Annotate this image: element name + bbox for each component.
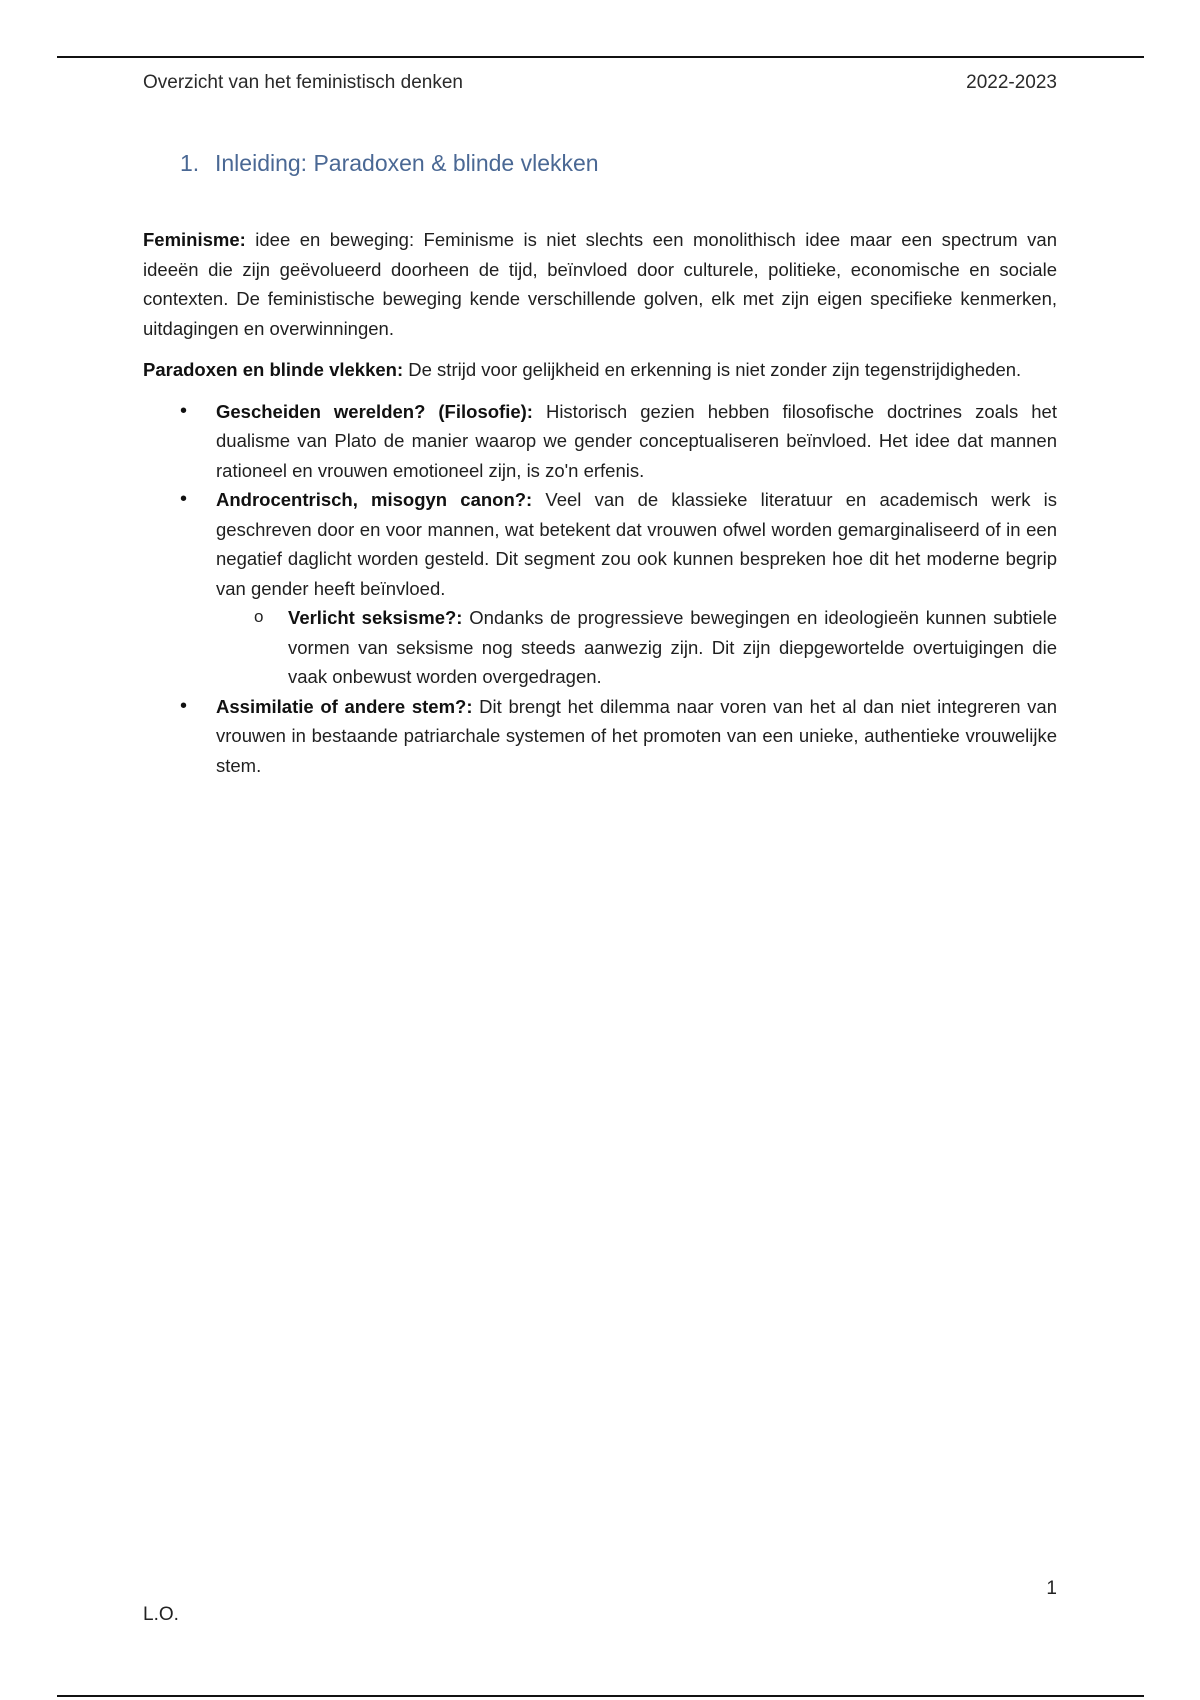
paragraph-paradoxen bbox=[143, 355, 1057, 385]
document-body bbox=[143, 225, 1057, 780]
bullet-list bbox=[143, 397, 1057, 781]
paragraph-feminisme bbox=[143, 225, 1057, 343]
paragraph-label: Feminisme: bbox=[143, 229, 246, 250]
bullet-item-androcentrisch bbox=[216, 485, 1057, 692]
section-number: 1. bbox=[180, 150, 200, 176]
footer-author: L.O. bbox=[143, 1604, 179, 1625]
paragraph-text: De strijd voor gelijkheid en erkenning is niet zonder zijn tegenstrijdigheden. bbox=[403, 359, 1022, 380]
bullet-text: Historisch gezien hebben filosofische doctrines zoals het dualisme van Plato de manier waarop we gender conceptualiseren beïnvloed. Het idee dat mannen rationeel en vrouwen emotioneel zijn, is zo'n erfenis. bbox=[216, 400, 1057, 481]
bullet-label: Assimilatie of andere stem?: bbox=[216, 695, 473, 717]
bullet-text: Dit brengt het dilemma naar voren van het al dan niet integreren van vrouwen in bestaande patriarchale systemen of het promoten van een unieke, authentieke vrouwelijke stem. bbox=[216, 695, 1057, 776]
sub-bullet-list bbox=[216, 603, 1057, 692]
bullet-item-gescheiden-werelden bbox=[216, 397, 1057, 486]
paragraph-text: idee en beweging: Feminisme is niet slechts een monolithisch idee maar een spectrum van ideeën die zijn geëvolueerd doorheen de tijd, beïnvloed door culturele, politieke, economische en sociale contexten. De feministische beweging kende verschillende golven, elk met zijn eigen specifieke kenmerken, uitdagingen en overwinningen. bbox=[143, 229, 1057, 339]
bullet-text: Veel van de klassieke literatuur en academisch werk is geschreven door en voor mannen, wat betekent dat vrouwen ofwel worden gemarginaliseerd of in een negatief daglicht worden gesteld. Dit segment zou ook kunnen bespreken hoe dit het moderne begrip van gender heeft beïnvloed. bbox=[216, 489, 1057, 599]
bullet-item-assimilatie bbox=[216, 692, 1057, 781]
sub-bullet-label: Verlicht seksisme?: bbox=[288, 607, 463, 628]
section-title: Inleiding: Paradoxen & blinde vlekken bbox=[215, 150, 599, 176]
bullet-label: Gescheiden werelden? (Filosofie): bbox=[216, 400, 533, 422]
header-document-title: Overzicht van het feministisch denken bbox=[143, 72, 463, 93]
footer-rule bbox=[57, 1695, 1144, 1697]
sub-bullet-text: Ondanks de progressieve bewegingen en ideologieën kunnen subtiele vormen van seksisme nog steeds aanwezig zijn. Dit zijn diepgewortelde overtuigingen die vaak onbewust worden overgedragen. bbox=[288, 607, 1057, 687]
header-year: 2022-2023 bbox=[966, 72, 1057, 93]
paragraph-label: Paradoxen en blinde vlekken: bbox=[143, 359, 404, 380]
page-number: 1 bbox=[1046, 1578, 1057, 1599]
bullet-label: Androcentrisch, misogyn canon?: bbox=[216, 489, 533, 510]
section-heading bbox=[180, 150, 599, 177]
sub-bullet-item-verlicht-seksisme bbox=[288, 603, 1057, 692]
header-rule bbox=[57, 56, 1144, 58]
